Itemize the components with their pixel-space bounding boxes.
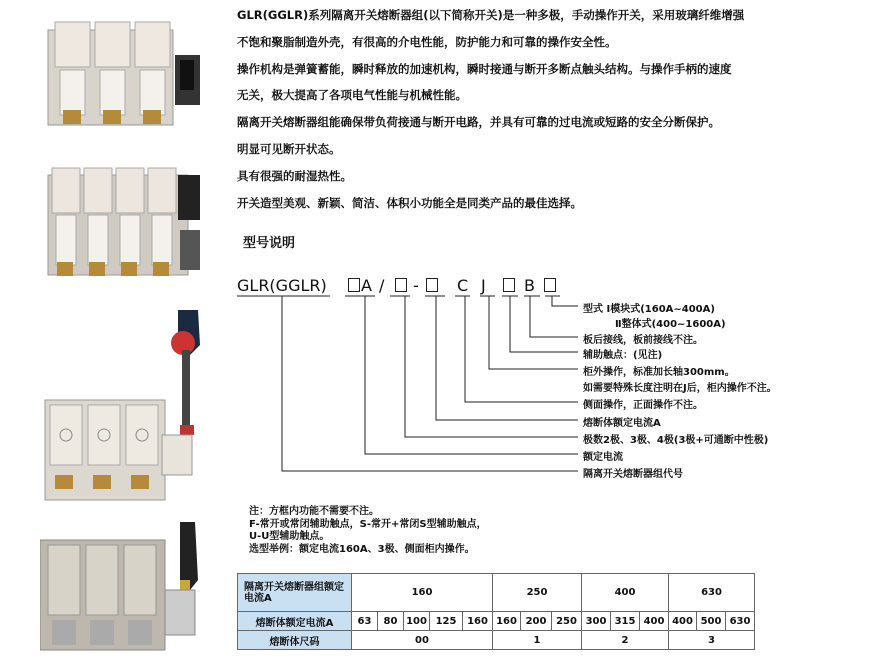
intro-line: 明显可见断开状态。 <box>237 141 341 156</box>
table-cell: 80 <box>378 612 404 631</box>
table-cell: 160 <box>352 574 493 612</box>
row-label-rated: 隔离开关熔断器组额定电流A <box>238 574 352 612</box>
code-c: C <box>457 276 469 295</box>
code-dash: - <box>413 276 419 295</box>
note-line: 注：方框内功能不需要不注。 <box>249 506 379 517</box>
intro-line: 操作机构是弹簧蓄能，瞬时释放的加速机构，瞬时接通与断开多断点触头结构。与操作手柄的速度 <box>237 61 732 76</box>
row-label-fuse: 熔断体额定电流A <box>238 612 352 631</box>
desc-code: 隔离开关熔断器组代号 <box>583 469 683 480</box>
table-cell: 300 <box>582 612 611 631</box>
intro-line: GLR(GGLR)系列隔离开关熔断器组(以下简称开关)是一种多极，手动操作开关，采用玻璃纤维增强 <box>237 8 745 22</box>
table-cell: 400 <box>640 612 669 631</box>
table-cell: 2 <box>582 631 669 650</box>
table-cell: 500 <box>697 612 726 631</box>
model-title: 型号说明 <box>243 236 296 251</box>
code-a: A <box>361 276 372 295</box>
spec-table <box>237 573 755 650</box>
desc-poles: 极数2极、3极、4极(3极+可通断中性极) <box>583 435 769 446</box>
table-cell: 630 <box>669 574 755 612</box>
intro-line: 隔离开关熔断器组能确保带负荷接通与断开电路，并具有可靠的过电流或短路的安全分断保护。 <box>237 115 720 130</box>
table-cell: 125 <box>430 612 463 631</box>
desc-type: 型式 Ⅰ模块式(160A~400A) <box>583 304 715 315</box>
table-cell: 160 <box>463 612 493 631</box>
table-cell: 250 <box>493 574 582 612</box>
intro-line: 具有很强的耐湿热性。 <box>237 168 352 183</box>
desc-wiring: 板后接线，板前接线不注。 <box>583 335 703 346</box>
intro-line: 无关，极大提高了各项电气性能与机械性能。 <box>237 88 467 103</box>
table-cell: 1 <box>493 631 582 650</box>
note-line: F-常开或常闭辅助触点，S-常开+常闭S型辅助触点， <box>249 518 487 530</box>
table-cell: 00 <box>352 631 493 650</box>
intro-line: 不饱和聚脂制造外壳，有很高的介电性能，防护能力和可靠的操作安全性。 <box>237 34 617 49</box>
table-cell: 400 <box>582 574 669 612</box>
desc-rated-current: 额定电流 <box>583 452 623 463</box>
table-row <box>238 631 755 650</box>
desc-type-2: Ⅱ整体式(400~1600A) <box>615 319 726 330</box>
table-cell: 630 <box>726 612 755 631</box>
table-cell: 250 <box>552 612 582 631</box>
desc-side-operation: 侧面操作，正面操作不注。 <box>583 400 703 411</box>
table-cell: 160 <box>493 612 521 631</box>
table-row <box>238 574 755 612</box>
note-line: U-U型辅助触点。 <box>249 531 330 542</box>
note-line: 选型举例：额定电流160A、3极、侧面柜内操作。 <box>249 543 475 555</box>
table-cell: 100 <box>404 612 430 631</box>
code-prefix: GLR(GGLR) <box>237 276 327 295</box>
table-cell: 315 <box>611 612 640 631</box>
table-cell: 63 <box>352 612 378 631</box>
code-j: J <box>481 276 486 295</box>
code-slash: / <box>379 276 385 295</box>
table-cell: 3 <box>669 631 755 650</box>
intro-line: 开关造型美观、新颖、简洁、体积小功能全是同类产品的最佳选择。 <box>237 195 582 210</box>
desc-fuse-current: 熔断体额定电流A <box>583 418 661 429</box>
desc-special-length: 如需要特殊长度注明在J后，柜内操作不注。 <box>583 383 777 394</box>
table-cell: 200 <box>521 612 552 631</box>
desc-external-operation: 柜外操作，标准加长轴300mm。 <box>583 367 735 378</box>
notes <box>249 506 487 556</box>
code-b: B <box>524 276 535 295</box>
table-row <box>238 612 755 631</box>
desc-aux-contact: 辅助触点：(见注) <box>583 350 663 361</box>
table-cell: 400 <box>669 612 697 631</box>
row-label-size: 熔断体尺码 <box>238 631 352 650</box>
